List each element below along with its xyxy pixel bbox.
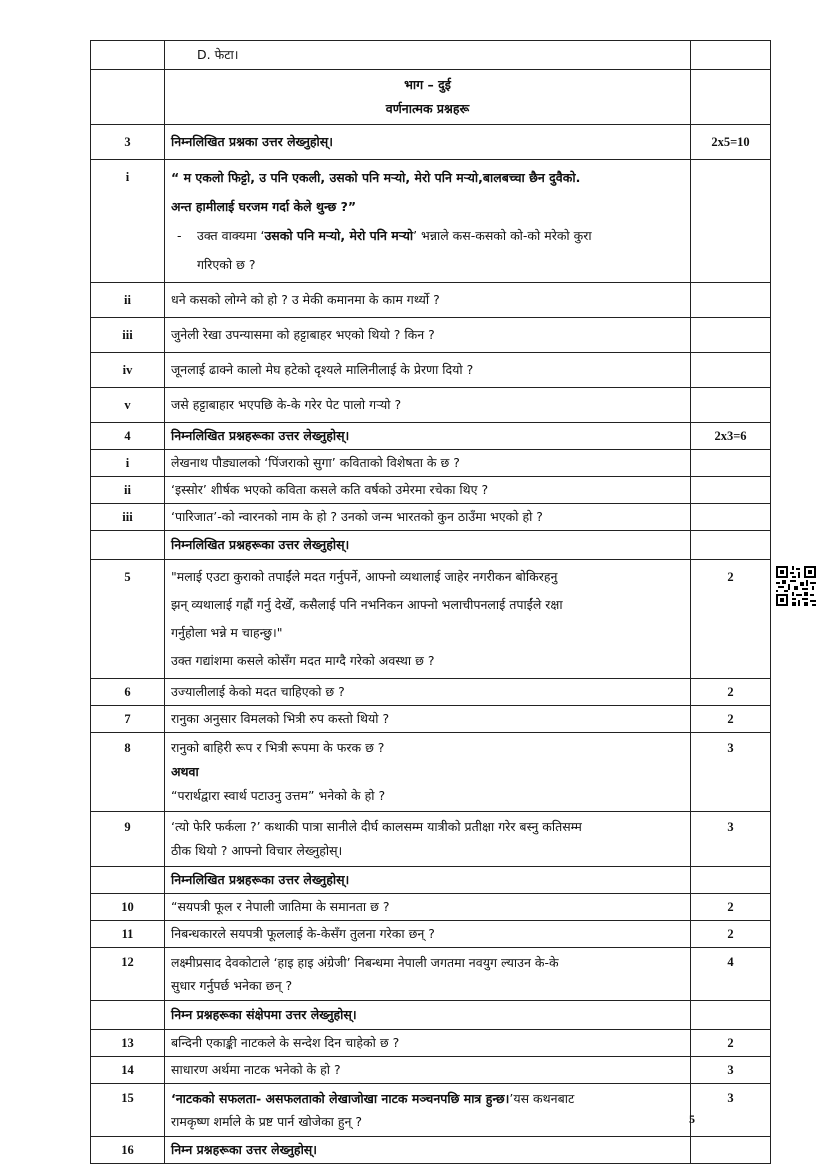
question-number: 11 bbox=[91, 921, 165, 948]
question-text: लक्ष्मीप्रसाद देवकोटाले ‘हाइ हाइ अंग्रेजी’ निबन्धमा नेपाली जगतमा नवयुग ल्याउन के-के bbox=[171, 955, 559, 970]
passage-line: झन् व्यथालाई गह्रौं गर्नु देखेँ, कसैलाई पनि नभनिकन आफ्नो भलाचीपनलाई तपाईंले रक्षा bbox=[171, 597, 563, 612]
marks: 2 bbox=[691, 894, 771, 921]
question-text: जूनलाई ढाक्ने कालो मेघ हटेको दृश्यले मालिनीलाई के प्रेरणा दियो ? bbox=[165, 353, 691, 388]
passage-line: "मलाई एउटा कुराको तपाईंले मदत गर्नुपर्ने, आफ्नो व्यथालाई जाहेर नगरीकन बोकिरहनु bbox=[171, 569, 558, 584]
question-number: iv bbox=[91, 353, 165, 388]
marks: 2 bbox=[691, 679, 771, 706]
question-number: iii bbox=[91, 504, 165, 531]
table-row bbox=[91, 894, 771, 921]
table-row bbox=[91, 70, 771, 125]
question-number: 10 bbox=[91, 894, 165, 921]
question-number: 12 bbox=[91, 948, 165, 1001]
part-subtitle: वर्णनात्मक प्रश्नहरू bbox=[385, 101, 470, 116]
question-number: v bbox=[91, 388, 165, 423]
table-row bbox=[91, 812, 771, 867]
question-text: ‘नाटकको सफलता- असफलताको लेखाजोखा नाटक मञ्चनपछि मात्र हुन्छ।’यस कथनबाट bbox=[171, 1091, 575, 1106]
question-text: उज्यालीलाई केको मदत चाहिएको छ ? bbox=[165, 679, 691, 706]
question-number: 7 bbox=[91, 706, 165, 733]
table-row bbox=[91, 388, 771, 423]
table-row bbox=[91, 1084, 771, 1137]
sub-question-cont: गरिएको छ ? bbox=[197, 257, 256, 272]
table-row bbox=[91, 450, 771, 477]
question-heading: निम्न प्रश्नहरूका उत्तर लेख्नुहोस्। bbox=[165, 1137, 691, 1164]
question-number: ii bbox=[91, 283, 165, 318]
question-text: निबन्धकारले सयपत्री फूललाई के-केसँग तुलना गरेका छन् ? bbox=[165, 921, 691, 948]
quote-line: “ म एकलो फिट्टो, उ पनि एकली, उसको पनि मऱ्यो, मेरो पनि मऱ्यो,बालबच्चा छैन दुवैको. bbox=[171, 170, 581, 185]
question-table bbox=[90, 40, 771, 1164]
question-text: धने कसको लोग्ने को हो ? उ मेकी कमानमा के काम गर्थ्यो ? bbox=[165, 283, 691, 318]
question-number: 14 bbox=[91, 1057, 165, 1084]
sub-question: - उक्त वाक्यमा ‘उसको पनि मऱ्यो, मेरो पनि मऱ्यो’ भन्नाले कस-कसको को-को मरेको कुरा bbox=[177, 228, 592, 243]
question-number: 16 bbox=[91, 1137, 165, 1164]
question-text: साधारण अर्थमा नाटक भनेको के हो ? bbox=[165, 1057, 691, 1084]
section-heading: निम्नलिखित प्रश्नहरूका उत्तर लेख्नुहोस्। bbox=[165, 531, 691, 560]
question-text: लेखनाथ पौड्यालको ‘पिंजराको सुगा’ कविताको विशेषता के छ ? bbox=[165, 450, 691, 477]
table-row bbox=[91, 1137, 771, 1164]
question-number: 5 bbox=[91, 560, 165, 679]
marks: 3 bbox=[691, 1084, 771, 1137]
table-row bbox=[91, 531, 771, 560]
question-number: 15 bbox=[91, 1084, 165, 1137]
section-heading: निम्नलिखित प्रश्नहरूका उत्तर लेख्नुहोस्। bbox=[165, 867, 691, 894]
question-number: 3 bbox=[91, 125, 165, 160]
table-row bbox=[91, 41, 771, 70]
question-text: सुधार गर्नुपर्छ भनेका छन् ? bbox=[171, 978, 293, 993]
table-row bbox=[91, 1030, 771, 1057]
option-d: D. फेटा। bbox=[197, 47, 239, 62]
marks: 3 bbox=[691, 1057, 771, 1084]
table-row bbox=[91, 125, 771, 160]
table-row bbox=[91, 353, 771, 388]
section-heading: निम्न प्रश्नहरूका संक्षेपमा उत्तर लेख्नुहोस्। bbox=[165, 1001, 691, 1030]
question-text: ‘त्यो फेरि फर्कला ?’ कथाकी पात्रा सानीले दीर्घ कालसम्म यात्रीको प्रतीक्षा गरेर बस्नु कतिसम्म bbox=[171, 819, 582, 834]
question-text: जसे हट्टाबाहार भएपछि के-के गरेर पेट पालो गऱ्यो ? bbox=[165, 388, 691, 423]
question-text: “परार्थद्वारा स्वार्थ पटाउनु उत्तम” भनेको के हो ? bbox=[171, 788, 386, 803]
table-row bbox=[91, 1001, 771, 1030]
passage-line: गर्नुहोला भन्ने म चाहन्छु।" bbox=[171, 625, 283, 640]
question-number: 8 bbox=[91, 733, 165, 812]
question-text: उक्त गद्यांशमा कसले कोसँग मदत माग्दै गरेको अवस्था छ ? bbox=[171, 653, 435, 668]
part-title: भाग – दुई bbox=[404, 77, 451, 92]
question-number: 9 bbox=[91, 812, 165, 867]
table-row bbox=[91, 948, 771, 1001]
table-row bbox=[91, 560, 771, 679]
table-row bbox=[91, 867, 771, 894]
question-text: ‘पारिजात’-को न्वारनको नाम के हो ? उनको जन्म भारतको कुन ठाउँमा भएको हो ? bbox=[165, 504, 691, 531]
page-number: 5 bbox=[689, 1112, 695, 1126]
question-text: “सयपत्री फूल र नेपाली जातिमा के समानता छ ? bbox=[165, 894, 691, 921]
question-text: रामकृष्ण शर्माले के प्रष्ट पार्न खोजेका हुन् ? bbox=[171, 1114, 363, 1129]
marks: 2 bbox=[691, 1030, 771, 1057]
question-text: रानुको बाहिरी रूप र भित्री रूपमा के फरक छ ? bbox=[171, 740, 385, 755]
question-heading: निम्नलिखित प्रश्नहरूका उत्तर लेख्नुहोस्। bbox=[165, 423, 691, 450]
question-number: 6 bbox=[91, 679, 165, 706]
question-number: i bbox=[91, 160, 165, 283]
or-label: अथवा bbox=[171, 764, 199, 779]
question-text: जुनेली रेखा उपन्यासमा को हट्टाबाहर भएको थियो ? किन ? bbox=[165, 318, 691, 353]
table-row bbox=[91, 283, 771, 318]
question-number: i bbox=[91, 450, 165, 477]
question-number: 13 bbox=[91, 1030, 165, 1057]
marks: 2 bbox=[691, 921, 771, 948]
marks: 2 bbox=[691, 706, 771, 733]
table-row bbox=[91, 160, 771, 283]
table-row bbox=[91, 318, 771, 353]
quote-line: अन्त हामीलाई घरजम गर्दा केले थुन्छ ?” bbox=[171, 199, 357, 214]
question-text: ठीक थियो ? आफ्नो विचार लेख्नुहोस्। bbox=[171, 843, 343, 858]
qr-code-icon bbox=[776, 566, 816, 606]
table-row bbox=[91, 921, 771, 948]
table-row bbox=[91, 733, 771, 812]
marks: 2 bbox=[691, 560, 771, 679]
marks: 3 bbox=[691, 812, 771, 867]
question-text: ‘इस्सोर’ शीर्षक भएको कविता कसले कति वर्षको उमेरमा रचेका थिए ? bbox=[165, 477, 691, 504]
table-row bbox=[91, 504, 771, 531]
table-row bbox=[91, 679, 771, 706]
question-text: रानुका अनुसार विमलको भित्री रुप कस्तो थियो ? bbox=[165, 706, 691, 733]
question-number: ii bbox=[91, 477, 165, 504]
marks: 4 bbox=[691, 948, 771, 1001]
marks: 2x3=6 bbox=[691, 423, 771, 450]
table-row bbox=[91, 477, 771, 504]
table-row bbox=[91, 423, 771, 450]
table-row bbox=[91, 706, 771, 733]
question-text: बन्दिनी एकाङ्की नाटकले के सन्देश दिन चाहेको छ ? bbox=[165, 1030, 691, 1057]
marks: 3 bbox=[691, 733, 771, 812]
marks: 2x5=10 bbox=[691, 125, 771, 160]
question-number: 4 bbox=[91, 423, 165, 450]
question-number: iii bbox=[91, 318, 165, 353]
question-heading: निम्नलिखित प्रश्नका उत्तर लेख्नुहोस्। bbox=[165, 125, 691, 160]
table-row bbox=[91, 1057, 771, 1084]
